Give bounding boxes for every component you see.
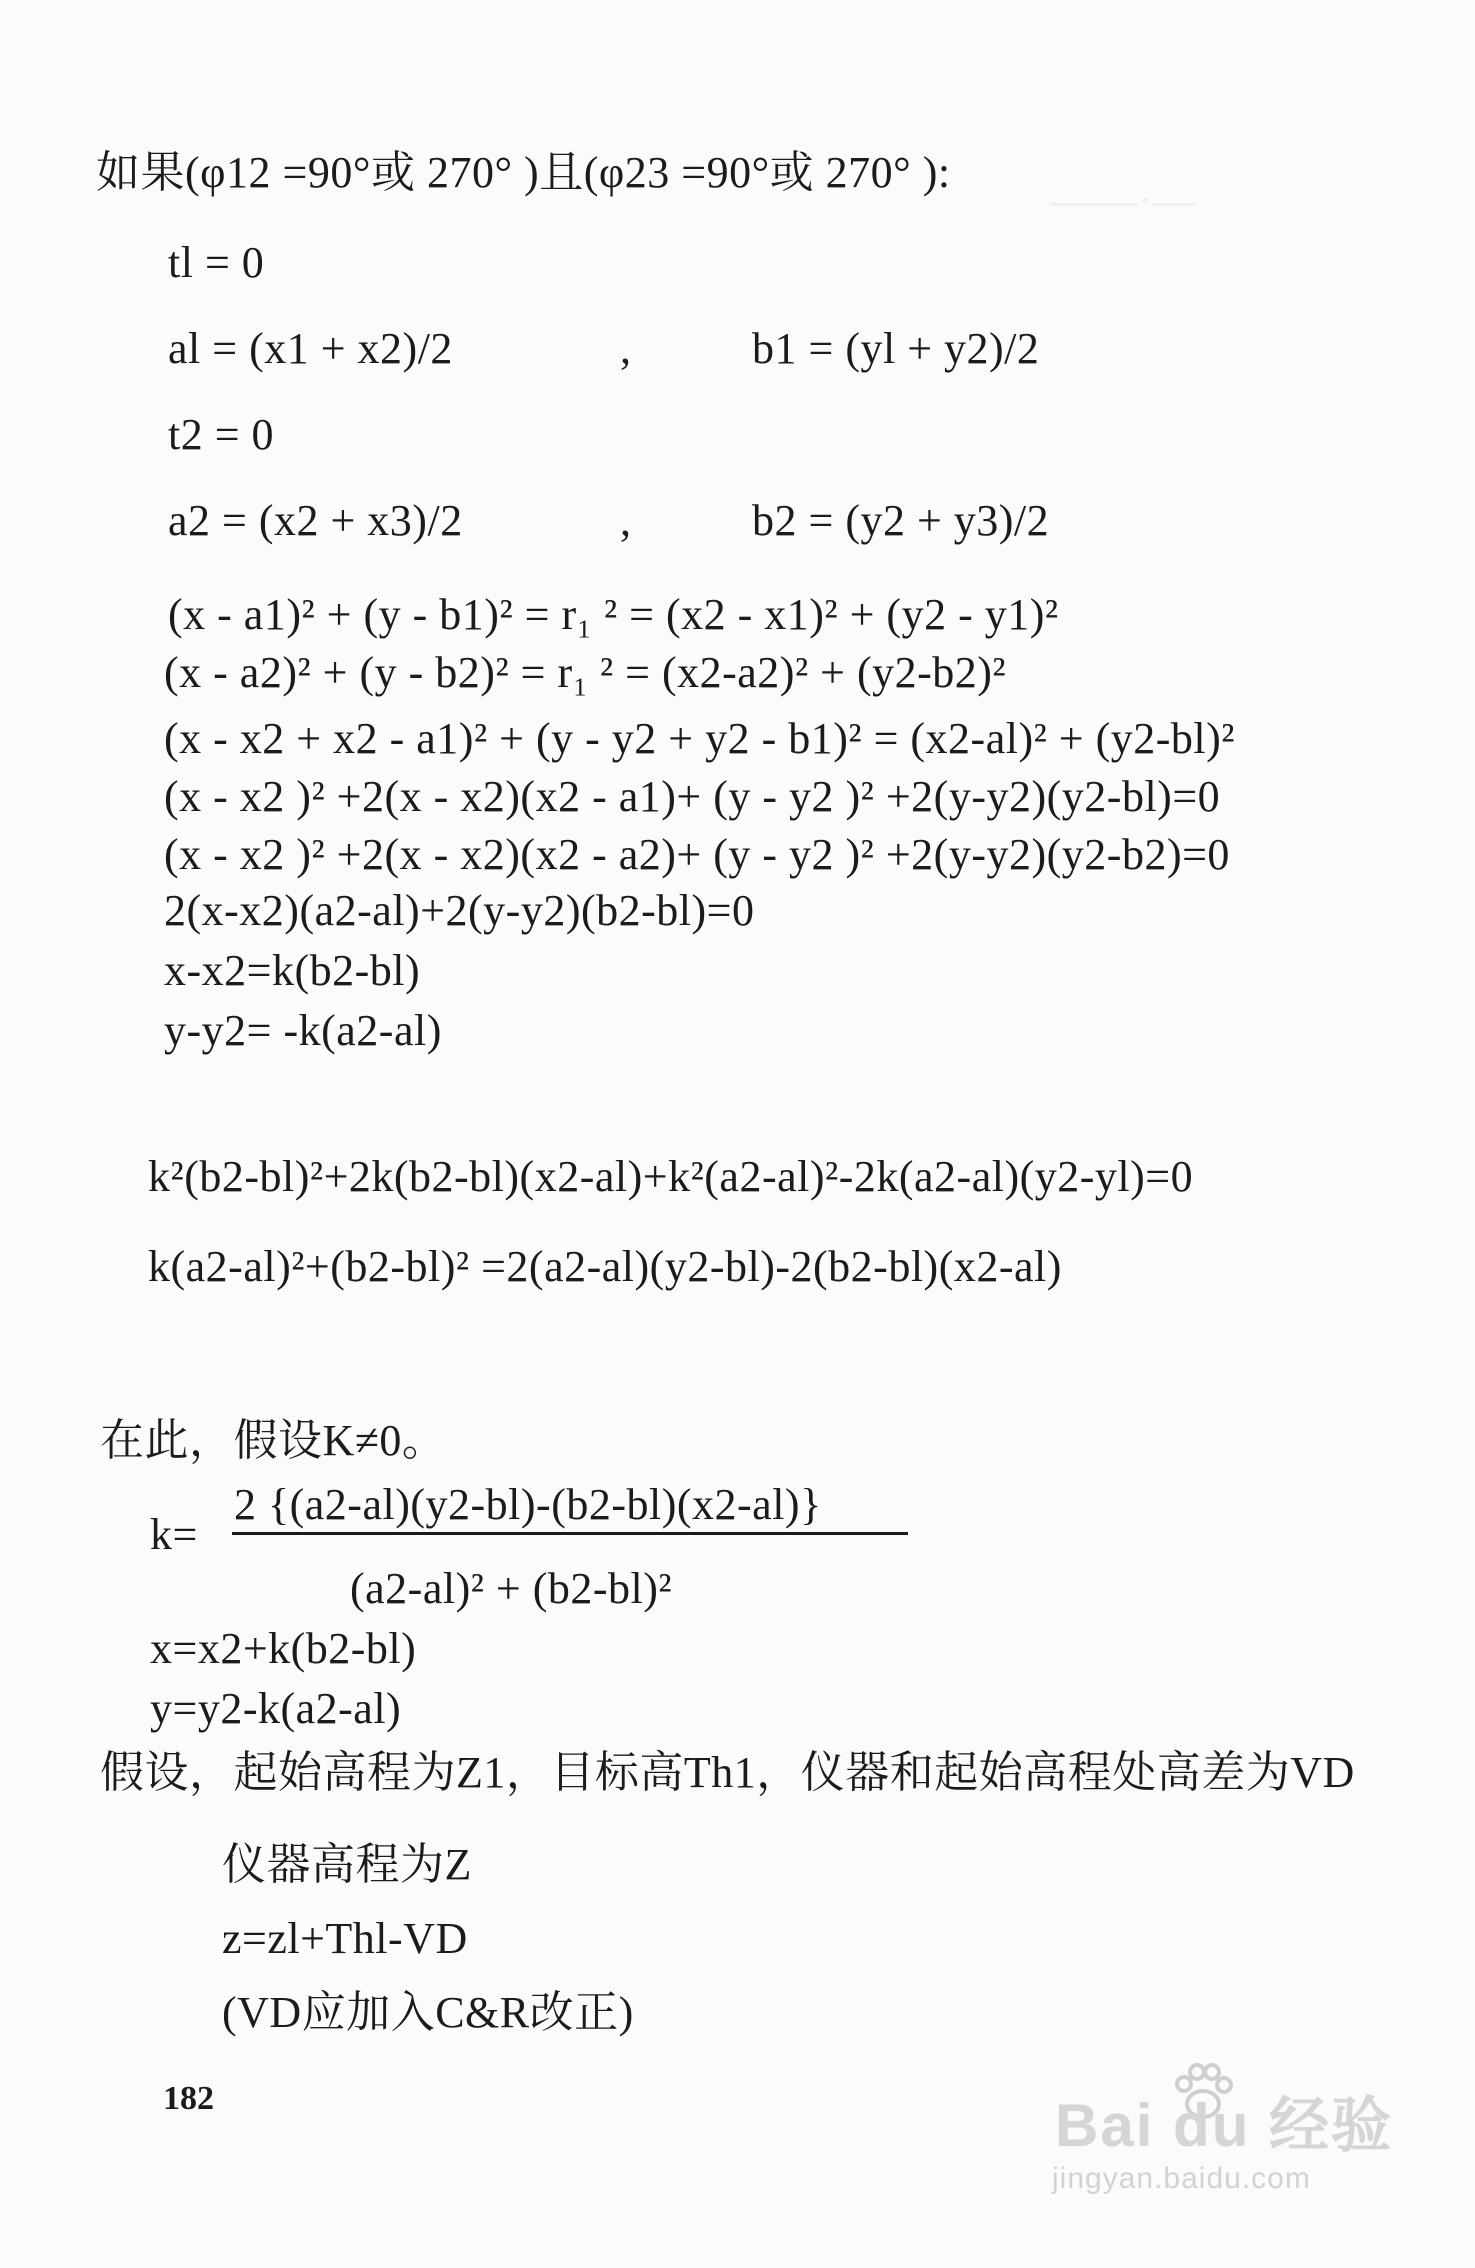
equation-text: k(a2-al)²+(b2-bl)² =2(a2-al)(y2-bl)-2(b2-bl)(x2-al) bbox=[148, 1242, 1062, 1291]
denominator-text: (a2-al)² + (b2-bl)² bbox=[350, 1564, 673, 1613]
equation-expand-3 bbox=[164, 828, 1230, 882]
watermark-logo: Bai du 经验 bbox=[1055, 2092, 1394, 2159]
k-equals-text: k= bbox=[150, 1510, 198, 1559]
equation-text: x=x2+k(b2-bl) bbox=[150, 1624, 417, 1673]
elevation-label: 仪器高程为Z bbox=[222, 1840, 472, 1889]
condition-text: 如果(φ12 =90°或 270° )且(φ23 =90°或 270° ): bbox=[96, 148, 951, 197]
equation-text: b2 = (y2 + y3)/2 bbox=[752, 496, 1050, 545]
equation-text: (x - a2)² + (y - b2)² = r₁ ² = (x2-a2)² + (y2-b2)² bbox=[164, 648, 1007, 697]
numerator-text: 2 {(a2-al)(y2-bl)-(b2-bl)(x2-al)} bbox=[234, 1480, 822, 1529]
equation-text: t2 = 0 bbox=[168, 410, 275, 459]
k-denominator bbox=[350, 1562, 672, 1616]
equation-text: k²(b2-bl)²+2k(b2-bl)(x2-al)+k²(a2-al)²-2k(a2-al)(y2-yl)=0 bbox=[148, 1152, 1194, 1201]
comma-text: , bbox=[620, 496, 632, 545]
k-label bbox=[150, 1508, 198, 1562]
show-through-text: ——·— bbox=[1050, 176, 1197, 225]
fraction-bar bbox=[232, 1532, 908, 1535]
equation-difference bbox=[164, 884, 754, 938]
assumption-label: 假设，起始高程为Z1，目标高Th1，仪器和起始高程处高差为VD bbox=[100, 1748, 1355, 1797]
comma-separator bbox=[620, 494, 632, 548]
assumption-text bbox=[100, 1414, 446, 1468]
elevation-assumption bbox=[100, 1746, 1355, 1800]
equation-y-solution bbox=[150, 1682, 401, 1736]
equation-t2 bbox=[168, 408, 274, 462]
equation-expand-1 bbox=[164, 712, 1235, 766]
comma-text: , bbox=[620, 324, 632, 373]
equation-text: b1 = (yl + y2)/2 bbox=[752, 324, 1040, 373]
equation-circle-1 bbox=[168, 588, 1059, 642]
equation-text: z=zl+Thl-VD bbox=[222, 1914, 468, 1963]
equation-k-quadratic bbox=[148, 1150, 1193, 1204]
equation-x-solution bbox=[150, 1622, 416, 1676]
equation-text: y-y2= -k(a2-al) bbox=[164, 1006, 442, 1055]
equation-text: a2 = (x2 + x3)/2 bbox=[168, 496, 463, 545]
instrument-elevation-label bbox=[222, 1838, 472, 1892]
equation-t1 bbox=[168, 236, 264, 290]
comma-separator bbox=[620, 322, 632, 376]
equation-text: x-x2=k(b2-bl) bbox=[164, 946, 421, 995]
condition-line bbox=[96, 146, 951, 200]
correction-note bbox=[222, 1986, 634, 2040]
equation-y-param bbox=[164, 1004, 442, 1058]
equation-k-linear bbox=[148, 1240, 1062, 1294]
equation-expand-2 bbox=[164, 770, 1220, 824]
equation-text: y=y2-k(a2-al) bbox=[150, 1684, 402, 1733]
equation-a1 bbox=[168, 322, 453, 376]
equation-text: (x - x2 + x2 - a1)² + (y - y2 + y2 - b1)² = (x2-al)² + (y2-bl)² bbox=[164, 714, 1235, 763]
equation-a2 bbox=[168, 494, 463, 548]
equation-b2 bbox=[752, 494, 1049, 548]
equation-circle-2 bbox=[164, 646, 1006, 700]
page-number: 182 bbox=[163, 2080, 214, 2117]
assumption-label: 在此，假设K≠0。 bbox=[100, 1416, 447, 1465]
equation-x-param bbox=[164, 944, 420, 998]
equation-b1 bbox=[752, 322, 1039, 376]
equation-text: 2(x-x2)(a2-al)+2(y-y2)(b2-bl)=0 bbox=[164, 886, 755, 935]
elevation-equation bbox=[222, 1912, 468, 1966]
equation-text: (x - x2 )² +2(x - x2)(x2 - a1)+ (y - y2 )² +2(y-y2)(y2-bl)=0 bbox=[164, 772, 1221, 821]
note-text: (VD应加入C&R改正) bbox=[222, 1988, 634, 2037]
equation-text: (x - a1)² + (y - b1)² = r₁ ² = (x2 - x1)² + (y2 - y1)² bbox=[168, 590, 1059, 639]
equation-text: al = (x1 + x2)/2 bbox=[168, 324, 453, 373]
equation-text: tl = 0 bbox=[168, 238, 265, 287]
equation-text: (x - x2 )² +2(x - x2)(x2 - a2)+ (y - y2 )² +2(y-y2)(y2-b2)=0 bbox=[164, 830, 1230, 879]
k-numerator bbox=[234, 1478, 822, 1532]
watermark-url: jingyan.baidu.com bbox=[1052, 2162, 1311, 2195]
